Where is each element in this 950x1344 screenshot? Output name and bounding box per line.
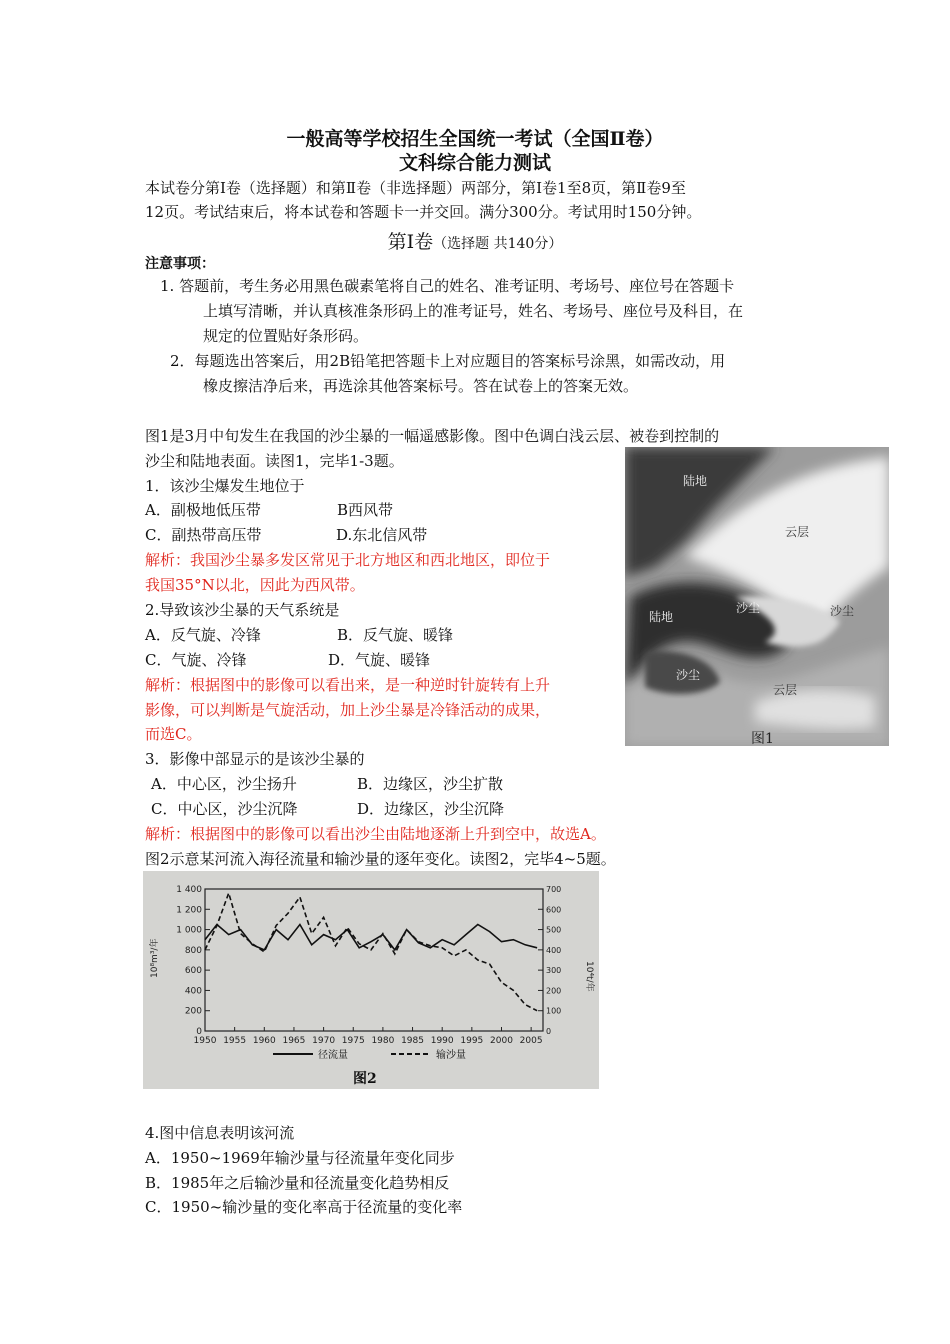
notice-item1-line3: 规定的位置贴好条形码。 — [203, 327, 369, 345]
figure2-svg — [143, 871, 599, 1089]
q3-explanation: 解析：根据图中的影像可以看出沙尘由陆地逐渐上升到空中，故选A。 — [145, 825, 606, 843]
q3-option-b: B．边缘区，沙尘扩散 — [357, 775, 504, 793]
intro-line-2: 12页。考试结束后，将本试卷和答题卡一并交回。满分300分。考试用时150分钟。 — [145, 203, 702, 221]
y-tick-label-right: 600 — [546, 905, 562, 915]
q2-explanation-line2: 影像，可以判断是气旋活动，加上沙尘暴是冷锋活动的成果， — [145, 701, 551, 719]
q4-option-a: A．1950~1969年输沙量与径流量年变化同步 — [145, 1149, 455, 1167]
x-tick-label: 1980 — [371, 1036, 395, 1046]
legend-series-0: 径流量 — [318, 1050, 348, 1061]
y-tick-label-left: 400 — [184, 986, 202, 997]
notice-item2-line2: 橡皮擦洁净后来，再选涂其他答案标号。答在试卷上的答案无效。 — [203, 377, 639, 395]
fig1-intro-line1: 图1是3月中旬发生在我国的沙尘暴的一幅遥感影像。图中色调白浅云层、被卷到控制的 — [145, 427, 720, 445]
q4-option-b: B．1985年之后输沙量和径流量变化趋势相反 — [145, 1174, 450, 1192]
q1-explanation-line1: 解析：我国沙尘暴多发区常见于北方地区和西北地区，即位于 — [145, 551, 551, 569]
x-tick-label: 1950 — [193, 1036, 217, 1046]
fig1-label-5: 沙尘 — [676, 668, 701, 682]
q2-explanation-line3: 而选C。 — [145, 725, 202, 743]
x-tick-label: 1960 — [252, 1036, 276, 1046]
q1-option-a: A．副极地低压带 — [145, 501, 261, 519]
x-tick-label: 1995 — [460, 1036, 484, 1046]
notice-item1-line1: 1. 答题前，考生务必用黑色碳素笔将自己的姓名、准考证明、考场号、座位号在答题卡 — [160, 277, 735, 295]
y-tick-label-right: 200 — [546, 986, 562, 996]
figure1-svg — [625, 447, 889, 746]
x-tick-label: 1985 — [401, 1036, 424, 1046]
figure1-satellite-image — [625, 447, 889, 746]
x-tick-label: 1990 — [430, 1036, 454, 1046]
y-tick-label-left: 800 — [184, 945, 202, 956]
y-tick-label-left: 200 — [184, 1006, 202, 1017]
fig1-label-4: 陆地 — [649, 610, 674, 624]
y-tick-label-right: 500 — [546, 925, 562, 935]
y-tick-label-right: 300 — [546, 966, 562, 976]
exam-title: 一般高等学校招生全国统一考试（全国Ⅱ卷） — [286, 128, 664, 150]
y-axis-label-left: 10⁸m³/年 — [150, 938, 160, 978]
notice-item1-line2: 上填写清晰，并认真核准条形码上的准考证号，姓名、考场号、座位号及科目，在 — [203, 302, 744, 320]
x-tick-label: 1955 — [223, 1036, 247, 1046]
y-axis-label-right: 10⁴t/年 — [584, 961, 594, 992]
figure2-chart — [143, 871, 599, 1089]
fig1-label-0: 陆地 — [683, 474, 708, 488]
y-tick-label-left: 600 — [184, 966, 202, 977]
q4-stem: 4.图中信息表明该河流 — [145, 1124, 295, 1142]
intro-line-1: 本试卷分第Ⅰ卷（选择题）和第Ⅱ卷（非选择题）两部分，第Ⅰ卷1至8页，第Ⅱ卷9至 — [145, 179, 686, 197]
y-tick-label-left: 1 400 — [176, 885, 202, 895]
q1-explanation-line2: 我国35°N以北，因此为西风带。 — [145, 576, 365, 594]
fig1-intro-line2: 沙尘和陆地表面。读图1，完毕1-3题。 — [145, 452, 404, 470]
y-tick-label-right: 100 — [546, 1006, 562, 1016]
q2-option-d: D．气旋、暖锋 — [328, 651, 431, 669]
y-tick-label-left: 1 200 — [176, 905, 202, 916]
q2-stem: 2.导致该沙尘暴的天气系统是 — [145, 601, 340, 619]
part1-heading — [0, 227, 950, 254]
q3-option-a: A．中心区，沙尘扬升 — [151, 775, 297, 793]
fig2-intro: 图2示意某河流入海径流量和输沙量的逐年变化。读图2，完毕4~5题。 — [145, 850, 616, 868]
y-tick-label-left: 1 000 — [176, 925, 202, 936]
part1-heading-small: （选择题 共140分） — [433, 236, 563, 252]
x-tick-label: 2000 — [490, 1036, 513, 1046]
q3-option-c: C．中心区，沙尘沉降 — [151, 800, 298, 818]
legend-series-1: 输沙量 — [436, 1050, 466, 1061]
x-tick-label: 1975 — [341, 1036, 365, 1046]
part1-heading-big: 第Ⅰ卷 — [387, 231, 434, 253]
q1-option-c: C．副热带高压带 — [145, 526, 262, 544]
q1-stem: 1．该沙尘爆发生地位于 — [145, 477, 305, 495]
notice-heading: 注意事项： — [145, 256, 215, 272]
exam-subtitle: 文科综合能力测试 — [398, 152, 551, 174]
fig1-label-1: 云层 — [785, 525, 810, 539]
q1-option-d: D.东北信风带 — [336, 526, 428, 544]
q4-option-c: C．1950~输沙量的变化率高于径流量的变化率 — [145, 1198, 463, 1216]
y-tick-label-left: 0 — [196, 1027, 202, 1037]
fig1-label-3: 沙尘 — [830, 604, 855, 618]
y-tick-label-right: 0 — [546, 1027, 552, 1036]
x-tick-label: 2005 — [519, 1036, 543, 1046]
q2-option-c: C．气旋、冷锋 — [145, 651, 247, 669]
fig2-caption: 图2 — [353, 1071, 377, 1087]
q3-option-d: D．边缘区，沙尘沉降 — [357, 800, 505, 818]
q3-stem: 3．影像中部显示的是该沙尘暴的 — [145, 750, 365, 768]
q2-explanation-line1: 解析：根据图中的影像可以看出来，是一种逆时针旋转有上升 — [145, 676, 551, 694]
fig1-caption: 图1 — [751, 731, 774, 746]
q2-option-b: B．反气旋、暖锋 — [337, 626, 454, 644]
fig1-label-6: 云层 — [773, 683, 798, 697]
y-tick-label-right: 700 — [546, 885, 562, 894]
x-tick-label: 1970 — [312, 1036, 336, 1046]
notice-item2-line1: 2．每题选出答案后，用2B铅笔把答题卡上对应题目的答案标号涂黑，如需改动，用 — [170, 352, 726, 370]
y-tick-label-right: 400 — [546, 945, 562, 955]
x-tick-label: 1965 — [282, 1036, 306, 1046]
fig1-label-2: 沙尘 — [736, 601, 761, 615]
q2-option-a: A．反气旋、冷锋 — [145, 626, 261, 644]
q1-option-b: B西风带 — [337, 501, 394, 519]
